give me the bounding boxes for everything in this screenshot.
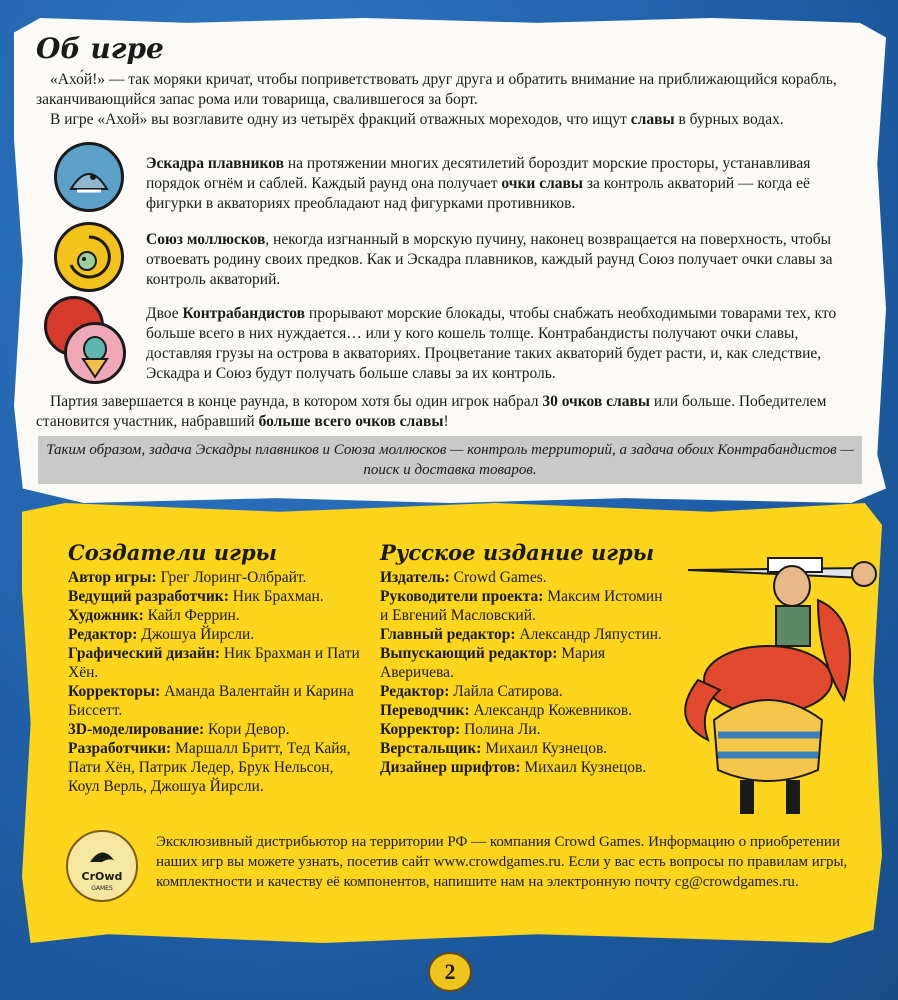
mollusk-description: Союз моллюсков, некогда изгнанный в морскую пучину, наконец возвращается на поверхность, чтобы отвоевать родину своих предков. Как и Эскадра плавников, каждый раунд Союз получает очки славы за контроль акваторий. xyxy=(146,231,833,288)
credit-item: Ведущий разработчик: Ник Брахман. xyxy=(68,588,324,605)
creators-list xyxy=(68,568,360,796)
summary-box: Таким образом, задача Эскадры плавников и Союза моллюсков — контроль территорий, а задача обоих Контрабандистов — поиск и доставка товаров. xyxy=(38,436,862,484)
svg-text:GAMES: GAMES xyxy=(91,885,113,892)
credit-item: Руководители проекта: Максим Истомин и Евгений Масловский. xyxy=(380,588,663,624)
page-title: Об игре xyxy=(36,32,164,65)
credit-item: Выпускающий редактор: Мария Аверичева. xyxy=(380,645,606,681)
credit-item: Корректоры: Аманда Валентайн и Карина Биссетт. xyxy=(68,683,354,719)
credit-item: Разработчики: Маршалл Бритт, Тед Кайя, Пати Хён, Патрик Ледер, Брук Нельсон, Коул Верль, Джошуа Йирсли. xyxy=(68,740,351,795)
russian-edition-list xyxy=(380,568,670,777)
credit-item: Переводчик: Александр Кожевников. xyxy=(380,702,633,719)
russian-edition-heading: Русское издание игры xyxy=(380,540,655,565)
credit-item: Корректор: Полина Ли. xyxy=(380,721,541,738)
credit-item: 3D-моделирование: Кори Девор. xyxy=(68,721,290,738)
game-end-paragraph: Партия завершается в конце раунда, в котором хотя бы один игрок набрал 30 очков славы или больше. Победителем становится участник, набравший больше всего очков славы! xyxy=(36,393,827,430)
page-number: 2 xyxy=(428,952,472,992)
credit-item: Редактор: Джошуа Йирсли. xyxy=(68,626,255,643)
smuggler-description: Двое Контрабандистов прорывают морские блокады, чтобы снабжать необходимыми товарами тех, кто больше всего в них нуждается… или у кого кошель толще. Контрабандисты получают очки славы, доставляя грузы на острова в акваториях. Процветание таких акваторий будет расти, и, как следствие, Эскадра и Союз будут получать больше славы за их контроль. xyxy=(146,305,837,382)
svg-text:CrOwd: CrOwd xyxy=(81,870,123,883)
distributor-text: Эксклюзивный дистрибьютор на территории РФ — компания Crowd Games. Информацию о приобретении наших игр вы можете узнать, посетив сайт www.crowdgames.ru. Если у вас есть вопросы по правилам игры, комплектности и качеству её компонентов, напишите нам на электронную почту cg@crowdgames.ru. xyxy=(156,834,848,890)
pirate-crab-illustration xyxy=(668,530,894,830)
credit-item: Верстальщик: Михаил Кузнецов. xyxy=(380,740,608,757)
credit-item: Художник: Кайл Феррин. xyxy=(68,607,240,624)
crowd-games-logo xyxy=(66,830,138,902)
fleet-description: Эскадра плавников на протяжении многих десятилетий бороздит морские просторы, устанавливая порядок огнём и саблей. Каждый раунд она получает очки славы за контроль акваторий — когда её фигурки в акваториях преобладают над фигурками противников. xyxy=(146,155,811,212)
credit-item: Издатель: Crowd Games. xyxy=(380,569,547,586)
credit-item: Дизайнер шрифтов: Михаил Кузнецов. xyxy=(380,759,647,776)
credit-item: Автор игры: Грег Лоринг-Олбрайт. xyxy=(68,569,307,586)
intro-paragraph-2: В игре «Ахой» вы возглавите одну из четырёх фракций отважных мореходов, что ищут славы в бурных водах. xyxy=(50,111,784,128)
mollusk-faction-icon xyxy=(54,222,124,292)
credit-item: Редактор: Лайла Сатирова. xyxy=(380,683,563,700)
credit-item: Графический дизайн: Ник Брахман и Пати Хён. xyxy=(68,645,360,681)
smuggler-faction-icon-2 xyxy=(64,322,126,384)
creators-heading: Создатели игры xyxy=(68,540,277,565)
intro-paragraph-1: «Ахо́й!» — так моряки кричат, чтобы поприветствовать друг друга и обратить внимание на приближающийся корабль, заканчивающийся запас рома или товарища, свалившегося за борт. xyxy=(36,71,837,108)
credit-item: Главный редактор: Александр Ляпустин. xyxy=(380,626,662,643)
fleet-faction-icon xyxy=(54,142,124,212)
